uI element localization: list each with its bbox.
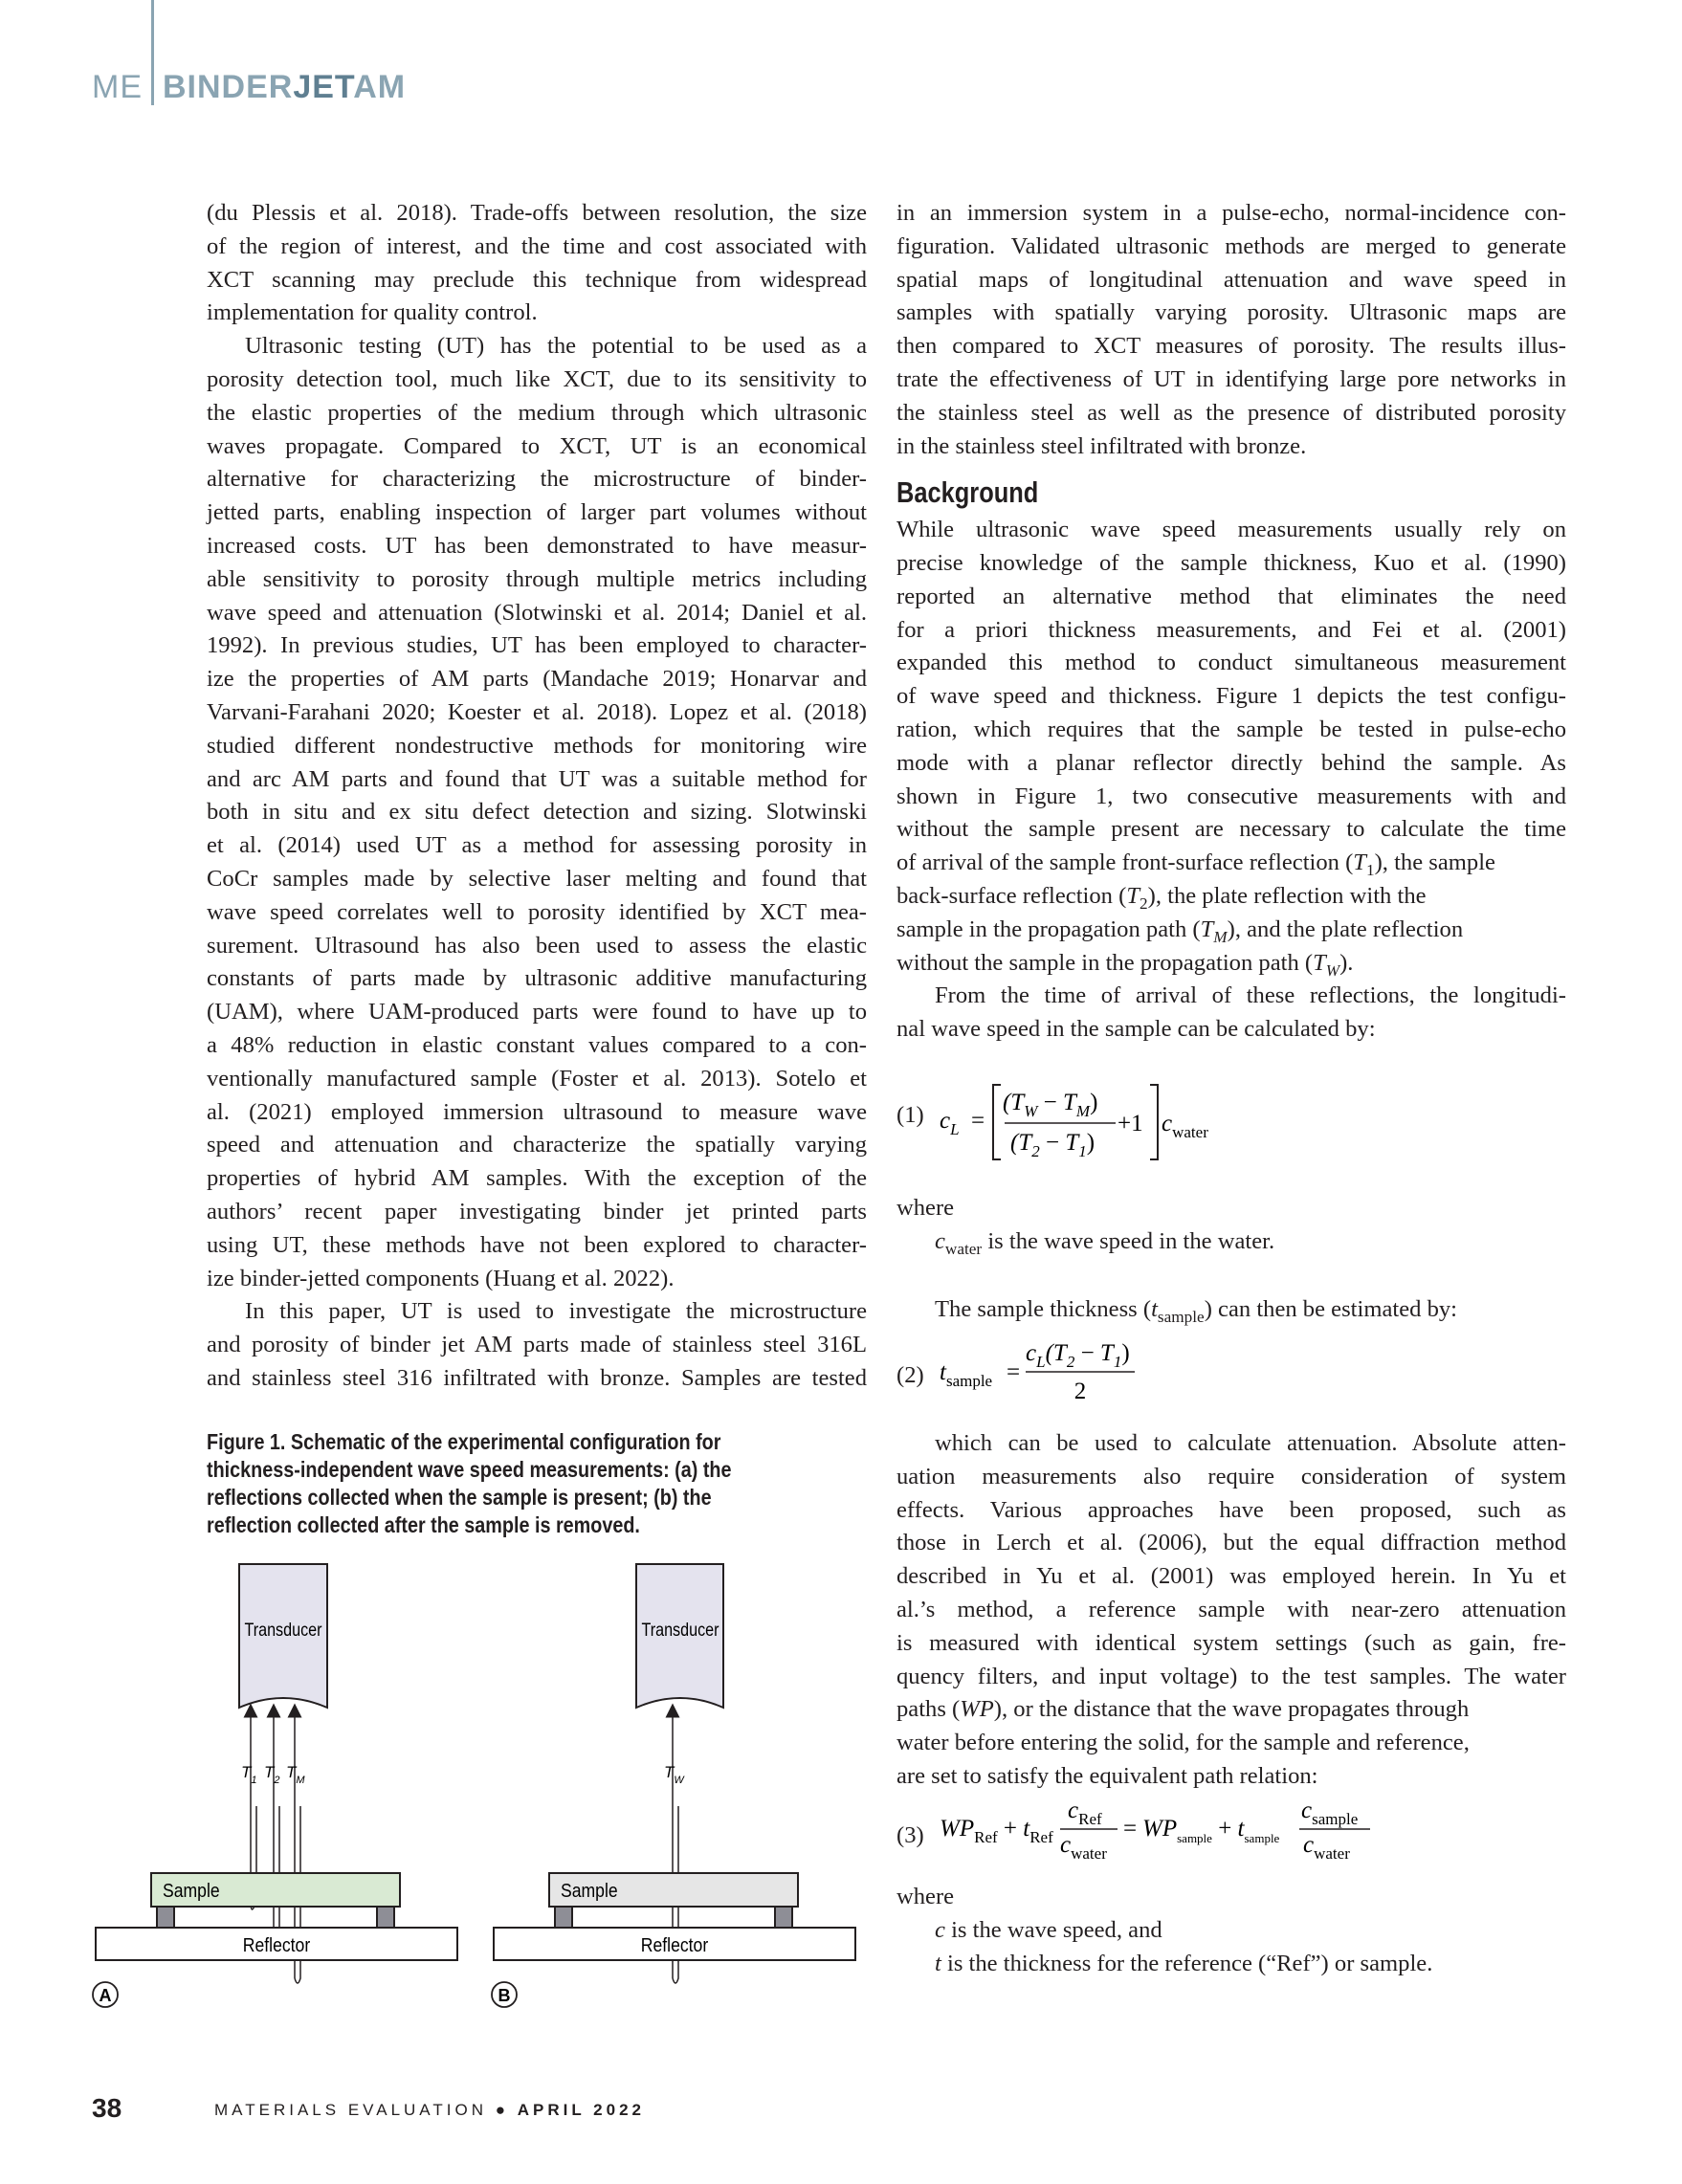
figure-1-schematic <box>86 1559 871 2038</box>
svg-text:(T2 − T1): $(T_2 - T_1)$ <box>1010 1130 1096 1160</box>
text-line: of the region of interest, and the time and cost associated with <box>207 232 867 259</box>
text-line: The sample thickness $(t_{sample})$ can then be estimated by: <box>935 1296 1457 1326</box>
text-line: studied different nondestructive methods for monitoring wire <box>207 732 867 759</box>
text-line: the elastic properties of the medium through which ultrasonic <box>207 399 867 426</box>
text-line: Ultrasonic testing (UT) has the potential to be used as a <box>245 333 867 360</box>
sample-a-label: Sample <box>163 1879 220 1902</box>
text-line: al.’s method, a reference sample with near-zero attenuation <box>896 1596 1566 1622</box>
foot-b-right <box>775 1907 792 1928</box>
text-line: porosity detection tool, much like XCT, due to its sensitivity to <box>207 365 867 392</box>
footer-journal: MATERIALS EVALUATION ● APRIL 2022 <box>214 2101 645 2119</box>
text-line: without the sample in the propagation path $(T_W)$. <box>896 949 1354 980</box>
text-line: While ultrasonic wave speed measurements usually rely on <box>896 517 1566 543</box>
svg-text:cRef: $c_{Ref}$ <box>1068 1798 1102 1828</box>
text-line: which can be used to calculate attenuation. Absolute atten- <box>935 1430 1566 1456</box>
where-label: where <box>896 1884 955 1909</box>
svg-text:+1: +1 <box>1118 1111 1143 1136</box>
text-line: and porosity of binder jet AM parts made of stainless steel 316L <box>207 1332 867 1358</box>
text-line: those in Lerch et al. (2006), but the equal diffraction method <box>896 1530 1566 1556</box>
reflector-a-label: Reflector <box>242 1933 311 1956</box>
text-line: figuration. Validated ultrasonic methods are merged to generate <box>896 232 1566 259</box>
equation-1 <box>938 1081 1244 1167</box>
label-t2: $T_2$ <box>264 1763 280 1786</box>
text-line: CoCr samples made by selective laser melting and found that <box>207 865 867 892</box>
text-line: without the sample present are necessary to calculate the time <box>896 816 1566 843</box>
text-line: authors’ recent paper investigating binder jet printed parts <box>207 1198 867 1224</box>
text-line: ration, which requires that the sample be tested in pulse-echo <box>896 716 1566 742</box>
text-line: of arrival of the sample front-surface reflection $(T_1)$, the sample <box>896 849 1495 880</box>
equation-3-number: (3) <box>896 1822 924 1848</box>
text-line: trate the effectiveness of UT in identifying large pore networks in <box>896 365 1566 392</box>
text-line: in the stainless steel infiltrated with bronze. <box>896 432 1307 459</box>
header-brand: BINDERJETAM <box>163 69 407 105</box>
text-line: (du Plessis et al. 2018). Trade-offs between resolution, the size <box>207 200 867 226</box>
definition-cwater: $c_{water}$ is the wave speed in the water. <box>935 1227 1275 1258</box>
right-paragraph-2 <box>896 514 1566 980</box>
foot-a-right <box>377 1907 394 1928</box>
foot-b-left <box>555 1907 572 1928</box>
text-line: speed and attenuation and characterize the spatially varying <box>207 1132 867 1158</box>
text-line: sample in the propagation path $(T_M)$, and the plate reflection <box>896 916 1464 946</box>
svg-text:tsample: $t_{sample}$ <box>940 1359 993 1390</box>
text-line: al. (2021) employed immersion ultrasound to measure wave <box>207 1098 867 1125</box>
right-paragraph-3 <box>896 980 1566 1047</box>
text-line: increased costs. UT has been demonstrated to have measur- <box>207 532 867 559</box>
header-rule <box>151 0 154 105</box>
text-line: ize binder-jetted components (Huang et al. 2022). <box>207 1265 675 1291</box>
left-paragraph-2 <box>207 330 867 1295</box>
text-line: for a priori thickness measurements, and Fei et al. (2001) <box>896 616 1566 643</box>
where-label: where <box>896 1195 955 1221</box>
text-line: paths (WP), or the distance that the wave propagates through <box>896 1696 1470 1723</box>
svg-text:(TW − TM): $(T_W - T_M)$ <box>1003 1090 1098 1120</box>
text-line: precise knowledge of the sample thickness, Kuo et al. (1990) <box>896 549 1566 576</box>
text-line: shown in Figure 1, two consecutive measurements with and <box>896 783 1566 809</box>
right-paragraph-5 <box>896 1427 1566 1794</box>
transducer-b-label: Transducer <box>641 1619 719 1641</box>
text-line: spatial maps of longitudinal attenuation and wave speed in <box>896 266 1566 293</box>
foot-a-left <box>157 1907 174 1928</box>
text-line: jetted parts, enabling inspection of larger part volumes without <box>207 499 867 526</box>
text-line: Varvani-Farahani 2020; Koester et al. 2018). Lopez et al. (2018) <box>207 698 867 725</box>
svg-text:2: 2 <box>1073 1379 1087 1404</box>
text-line: wave speed correlates well to porosity identified by XCT mea- <box>207 898 867 925</box>
text-line: 1992). In previous studies, UT has been employed to character- <box>207 632 867 659</box>
section-heading-background: Background <box>896 475 1039 510</box>
text-line: nal wave speed in the sample can be calculated by: <box>896 1016 1376 1043</box>
text-line: constants of parts made by ultrasonic additive manufacturing <box>207 965 867 992</box>
reflector-b-label: Reflector <box>640 1933 709 1956</box>
text-line: samples with spatially varying porosity. Ultrasonic maps are <box>896 299 1566 326</box>
panel-b-label: B <box>498 1986 511 2005</box>
svg-text:cwater: $c_{water}$ <box>1303 1832 1350 1863</box>
svg-text:cL(T2 − T1): $c_L(T_2 - T_1)$ <box>1026 1340 1130 1371</box>
text-line: XCT scanning may preclude this technique from widespread <box>207 266 867 293</box>
text-line: is measured with identical system settings (such as gain, fre- <box>896 1629 1566 1656</box>
text-line: In this paper, UT is used to investigate the microstructure <box>245 1298 867 1325</box>
label-t1: $T_1$ <box>241 1763 257 1786</box>
figure-caption: Figure 1. Schematic of the experimental configuration for thickness-independent wave speed measurements: (a) the reflections collected when the sample is present; (b) the reflection collected after the sample is removed. <box>207 1429 732 1537</box>
header-section: ME <box>92 69 143 105</box>
text-line: (UAM), where UAM-produced parts were found to have up to <box>207 999 867 1026</box>
text-line: and arc AM parts and found that UT was a suitable method for <box>207 765 867 792</box>
definition-c: c is the wave speed, and <box>935 1916 1162 1943</box>
text-line: back-surface reflection $(T_2)$, the plate reflection with the <box>896 882 1427 913</box>
text-line: and stainless steel 316 infiltrated with bronze. Samples are tested <box>207 1364 867 1391</box>
text-line: water before entering the solid, for the sample and reference, <box>896 1730 1470 1756</box>
text-line: alternative for characterizing the microstructure of binder- <box>207 466 867 493</box>
sample-b-label: Sample <box>561 1879 618 1902</box>
text-line: implementation for quality control. <box>207 299 538 326</box>
label-tw: $T_W$ <box>664 1763 684 1786</box>
equation-1-number: (1) <box>896 1102 924 1128</box>
text-line: reported an alternative method that eliminates the need <box>896 583 1566 609</box>
text-line: properties of hybrid AM samples. With the exception of the <box>207 1165 867 1192</box>
svg-text:=: = <box>1123 1816 1138 1842</box>
text-line: described in Yu et al. (2001) was employed herein. In Yu et <box>896 1563 1566 1590</box>
text-line: ventionally manufactured sample (Foster et al. 2013). Sotelo et <box>207 1065 867 1092</box>
svg-text:WPsample + tsample: $WP_{sample} + t_{sample}$ <box>1142 1816 1280 1845</box>
text-line: able sensitivity to porosity through multiple metrics including <box>207 565 867 592</box>
right-paragraph-1 <box>896 197 1566 463</box>
text-line: wave speed and attenuation (Slotwinski et al. 2014; Daniel et al. <box>207 599 867 626</box>
svg-text:WPRef + tRef: $WP_{Ref} + t_{Ref}$ <box>940 1816 1053 1846</box>
panel-a-label: A <box>99 1986 112 2005</box>
right-column <box>896 197 1566 1047</box>
right-paragraph-4 <box>935 1293 1566 1327</box>
text-line: uation measurements also require consideration of system <box>896 1463 1566 1489</box>
text-line: the stainless steel as well as the presence of distributed porosity <box>896 399 1566 426</box>
text-line: a 48% reduction in elastic constant values compared to a con- <box>207 1031 867 1058</box>
equation-2-number: (2) <box>896 1362 924 1388</box>
panel-b <box>492 1564 855 2007</box>
text-line: in an immersion system in a pulse-echo, normal-incidence con- <box>896 200 1566 226</box>
page-number: 38 <box>92 2093 122 2123</box>
equation-2 <box>938 1332 1158 1408</box>
text-line: mode with a planar reflector directly behind the sample. As <box>896 749 1566 776</box>
svg-text:=: = <box>1007 1359 1021 1385</box>
svg-text:cwater: $c_{water}$ <box>1060 1832 1107 1863</box>
text-line: are set to satisfy the equivalent path relation: <box>896 1762 1318 1789</box>
where-block-1 <box>896 1192 1566 1259</box>
text-line: waves propagate. Compared to XCT, UT is an economical <box>207 432 867 459</box>
text-line: of wave speed and thickness. Figure 1 depicts the test configu- <box>896 683 1566 710</box>
text-line: ize the properties of AM parts (Mandache 2019; Honarvar and <box>207 666 867 693</box>
svg-text:csample: $c_{sample}$ <box>1301 1798 1359 1828</box>
left-paragraph-1 <box>207 197 867 330</box>
text-line: quency filters, and input voltage) to the test samples. The water <box>896 1663 1566 1689</box>
label-tm: $T_M$ <box>286 1763 305 1786</box>
left-paragraph-3 <box>207 1295 867 1395</box>
svg-text:=: = <box>971 1108 985 1134</box>
where-block-2 <box>896 1881 1566 1980</box>
svg-text:cwater: $c_{water}$ <box>1162 1111 1208 1141</box>
svg-text:cL: $c_L$ <box>940 1108 960 1138</box>
text-line: From the time of arrival of these reflections, the longitudi- <box>935 982 1566 1009</box>
equation-3 <box>938 1789 1387 1865</box>
text-line: surement. Ultrasound has also been used to assess the elastic <box>207 932 867 959</box>
text-line: et al. (2014) used UT as a method for assessing porosity in <box>207 832 867 859</box>
left-column <box>207 197 867 1396</box>
text-line: both in situ and ex situ defect detection and sizing. Slotwinski <box>207 799 867 826</box>
transducer-a-label: Transducer <box>244 1619 322 1641</box>
panel-a <box>93 1564 457 2007</box>
definition-t: t is the thickness for the reference (“Ref”) or sample. <box>935 1950 1433 1976</box>
text-line: expanded this method to conduct simultaneous measurement <box>896 650 1566 676</box>
text-line: using UT, these methods have not been explored to character- <box>207 1231 867 1258</box>
text-line: then compared to XCT measures of porosity. The results illus- <box>896 333 1566 360</box>
text-line: effects. Various approaches have been proposed, such as <box>896 1496 1566 1523</box>
